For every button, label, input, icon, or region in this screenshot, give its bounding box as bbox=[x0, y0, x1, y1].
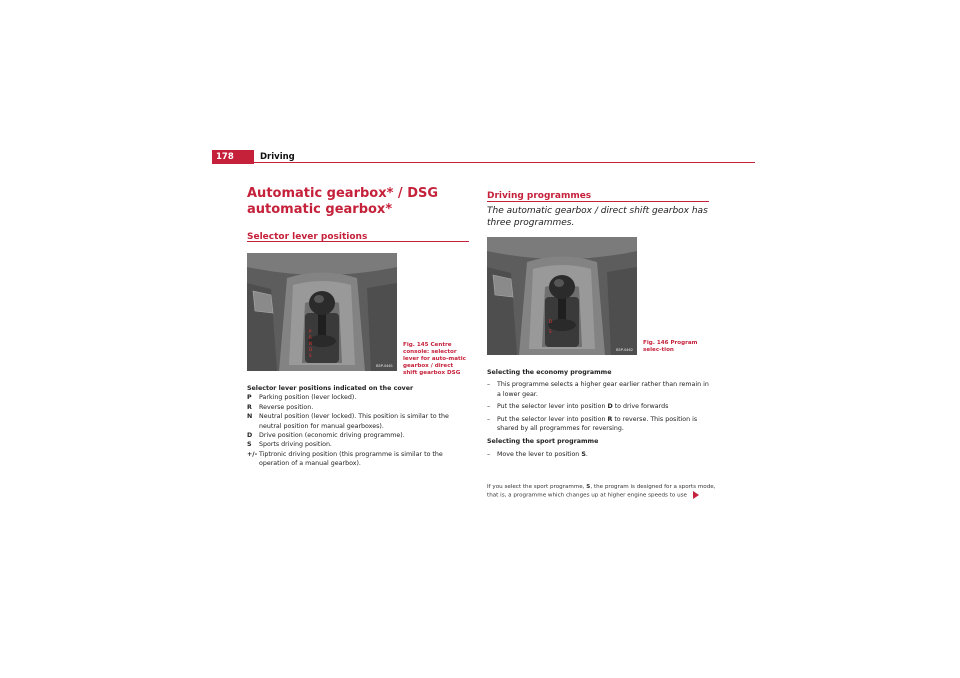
step-text: This programme selects a higher gear earlier rather than remain in a lower gear. bbox=[497, 381, 709, 398]
figure-id: B5P-0462 bbox=[616, 348, 633, 352]
step-text: Put the selector lever into position D to drive forwards bbox=[497, 403, 669, 411]
figure-id: B5P-0461 bbox=[376, 364, 393, 368]
header-rule bbox=[212, 162, 755, 163]
section-heading-selector-positions: Selector lever positions bbox=[247, 232, 368, 242]
position-desc: Sports driving position. bbox=[259, 441, 332, 449]
step-item bbox=[487, 415, 709, 434]
svg-text:S: S bbox=[309, 353, 312, 358]
step-text: Move the lever to position S. bbox=[497, 450, 588, 458]
position-desc: Neutral position (lever locked). This position is similar to the neutral position for manual gearboxes). bbox=[259, 413, 449, 430]
figure-program-selection-photo bbox=[487, 237, 637, 355]
note-text: If you select the sport programme, S, the program is designed for a sports mode, that is, a programme which changes up at higher engine speeds to use bbox=[487, 484, 716, 499]
section-heading-driving-programmes: Driving programmes bbox=[487, 191, 592, 201]
section-intro: The automatic gearbox / direct shift gearbox has three programmes. bbox=[487, 206, 708, 228]
definition-row bbox=[247, 412, 469, 431]
positions-list bbox=[247, 384, 469, 469]
step-dash: – bbox=[487, 450, 491, 458]
step-item bbox=[487, 402, 709, 411]
page-number: 178 bbox=[212, 150, 254, 164]
definition-row bbox=[247, 403, 469, 412]
running-title: Driving bbox=[260, 152, 295, 162]
figure-caption: Fig. 145 Centre console: selector lever for auto-matic gearbox / direct shift gearbox DSG bbox=[403, 342, 466, 376]
definition-row bbox=[247, 440, 469, 449]
position-key: +/- bbox=[247, 450, 258, 458]
section-rule bbox=[487, 201, 709, 202]
economy-heading: Selecting the economy programme bbox=[487, 369, 612, 376]
continue-arrow-icon bbox=[693, 491, 699, 499]
definition-row bbox=[247, 450, 469, 469]
gear-lever-illustration bbox=[247, 253, 397, 371]
section-rule bbox=[247, 241, 469, 242]
step-dash: – bbox=[487, 415, 491, 423]
position-key: P bbox=[247, 394, 252, 402]
position-key: R bbox=[247, 403, 252, 411]
programmes-body bbox=[487, 368, 709, 459]
position-desc: Parking position (lever locked). bbox=[259, 394, 357, 402]
svg-text:N: N bbox=[309, 341, 312, 346]
svg-text:D: D bbox=[309, 347, 313, 352]
position-desc: Drive position (economic driving programme). bbox=[259, 432, 405, 440]
svg-text:S: S bbox=[549, 329, 552, 334]
svg-text:D: D bbox=[549, 319, 553, 324]
position-key: D bbox=[247, 432, 253, 440]
position-desc: Tiptronic driving position (this programme is similar to the operation of a manual gearbox). bbox=[259, 450, 443, 468]
position-desc: Reverse position. bbox=[259, 403, 314, 411]
svg-text:P: P bbox=[309, 329, 312, 334]
figure-caption: Fig. 146 Program selec-tion bbox=[643, 340, 698, 353]
figure-selector-lever-photo bbox=[247, 253, 397, 371]
page-title: Automatic gearbox* / DSG automatic gearbox* bbox=[247, 186, 439, 217]
step-item bbox=[487, 380, 709, 399]
positions-heading: Selector lever positions indicated on the cover bbox=[247, 385, 414, 392]
definition-row bbox=[247, 431, 469, 440]
sport-heading: Selecting the sport programme bbox=[487, 438, 599, 446]
svg-text:R: R bbox=[309, 335, 312, 340]
step-dash: – bbox=[487, 381, 491, 389]
definition-row bbox=[247, 393, 469, 402]
step-item bbox=[487, 450, 709, 459]
gear-lever-illustration bbox=[487, 237, 637, 355]
position-key: N bbox=[247, 413, 253, 421]
position-key: S bbox=[247, 441, 252, 449]
step-dash: – bbox=[487, 403, 491, 411]
step-text: Put the selector lever into position R to reverse. This position is shared by all programmes for reversing. bbox=[497, 415, 698, 433]
